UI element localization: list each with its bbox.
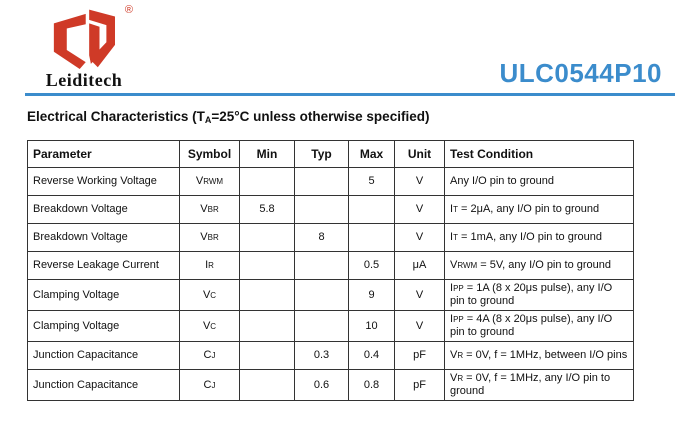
- cell-typ: 0.6: [295, 370, 349, 401]
- subscript: RWM: [457, 261, 478, 270]
- subscript: J: [211, 351, 216, 360]
- cell-min: [240, 252, 295, 280]
- cell-parameter: Junction Capacitance: [28, 370, 180, 401]
- cell-symbol: CJ: [180, 370, 240, 401]
- header-min: Min: [240, 141, 295, 168]
- subscript: C: [210, 321, 217, 331]
- table-header-row: [28, 141, 634, 168]
- table-row: [28, 252, 634, 280]
- cell-condition: VRWM = 5V, any I/O pin to ground: [445, 252, 634, 280]
- cell-parameter: Reverse Working Voltage: [28, 168, 180, 196]
- cell-unit: V: [395, 196, 445, 224]
- subscript: A: [204, 115, 212, 125]
- subscript: R: [457, 351, 464, 360]
- cell-max: 5: [349, 168, 395, 196]
- cell-min: [240, 370, 295, 401]
- subscript: C: [210, 290, 217, 300]
- cell-unit: V: [395, 280, 445, 311]
- subscript: RWM: [203, 177, 224, 186]
- cell-min: [240, 342, 295, 370]
- cell-typ: [295, 252, 349, 280]
- subscript: R: [457, 374, 464, 383]
- header-symbol: Symbol: [180, 141, 240, 168]
- cell-min: 5.8: [240, 196, 295, 224]
- logo-mark: [43, 4, 133, 69]
- cell-symbol: IR: [180, 252, 240, 280]
- cell-min: [240, 280, 295, 311]
- cell-unit: V: [395, 224, 445, 252]
- cell-parameter: Junction Capacitance: [28, 342, 180, 370]
- cell-unit: pF: [395, 342, 445, 370]
- cell-condition: VR = 0V, f = 1MHz, between I/O pins: [445, 342, 634, 370]
- cell-symbol: VC: [180, 311, 240, 342]
- cell-parameter: Clamping Voltage: [28, 311, 180, 342]
- section-title: Electrical Characteristics ($T_A=25^\circ C$ unless otherwise specified): [27, 109, 430, 125]
- cell-condition: VR = 0V, f = 1MHz, any I/O pin to ground: [445, 370, 634, 401]
- header-parameter: Parameter: [28, 141, 180, 168]
- subscript: PP: [453, 284, 464, 293]
- cell-symbol: VRWM: [180, 168, 240, 196]
- cell-max: 9: [349, 280, 395, 311]
- cell-typ: [295, 311, 349, 342]
- table-row: [28, 168, 634, 196]
- subscript: R: [208, 261, 214, 270]
- cell-condition: IPP = 4A (8 x 20μs pulse), any I/O pin to ground: [445, 311, 634, 342]
- cell-unit: μA: [395, 252, 445, 280]
- cell-parameter: Breakdown Voltage: [28, 224, 180, 252]
- registered-trademark-icon: ®: [124, 4, 133, 16]
- cell-condition: IT = 1mA, any I/O pin to ground: [445, 224, 634, 252]
- cell-symbol: VC: [180, 280, 240, 311]
- cell-condition: Any I/O pin to ground: [445, 168, 634, 196]
- cell-typ: 0.3: [295, 342, 349, 370]
- shield-logo-icon: [43, 7, 125, 69]
- cell-max: 0.5: [349, 252, 395, 280]
- cell-unit: pF: [395, 370, 445, 401]
- cell-min: [240, 224, 295, 252]
- cell-max: 0.4: [349, 342, 395, 370]
- header-test-condition: Test Condition: [445, 141, 634, 168]
- subscript: T: [453, 205, 458, 214]
- header-typ: Typ: [295, 141, 349, 168]
- subscript: PP: [453, 315, 464, 324]
- cell-max: [349, 196, 395, 224]
- cell-min: [240, 168, 295, 196]
- cell-max: [349, 224, 395, 252]
- table-row: [28, 370, 634, 401]
- table-row: [28, 196, 634, 224]
- cell-typ: [295, 168, 349, 196]
- subscript: BR: [207, 205, 219, 214]
- header-divider: [25, 93, 675, 96]
- subscript: T: [453, 233, 458, 242]
- cell-condition: IT = 2μA, any I/O pin to ground: [445, 196, 634, 224]
- cell-typ: 8: [295, 224, 349, 252]
- cell-parameter: Breakdown Voltage: [28, 196, 180, 224]
- table-row: [28, 311, 634, 342]
- header-max: Max: [349, 141, 395, 168]
- cell-max: 0.8: [349, 370, 395, 401]
- cell-unit: V: [395, 311, 445, 342]
- electrical-characteristics-table: [27, 140, 634, 401]
- cell-parameter: Clamping Voltage: [28, 280, 180, 311]
- table-row: [28, 280, 634, 311]
- subscript: J: [211, 380, 216, 390]
- brand-name: Leiditech: [45, 70, 123, 90]
- cell-symbol: VBR: [180, 196, 240, 224]
- cell-parameter: Reverse Leakage Current: [28, 252, 180, 280]
- leiditech-logo: [32, 4, 136, 91]
- cell-symbol: CJ: [180, 342, 240, 370]
- table-row: [28, 224, 634, 252]
- cell-symbol: VBR: [180, 224, 240, 252]
- subscript: BR: [207, 233, 219, 242]
- cell-typ: [295, 196, 349, 224]
- cell-condition: IPP = 1A (8 x 20μs pulse), any I/O pin to ground: [445, 280, 634, 311]
- cell-max: 10: [349, 311, 395, 342]
- cell-min: [240, 311, 295, 342]
- table-row: [28, 342, 634, 370]
- cell-unit: V: [395, 168, 445, 196]
- cell-typ: [295, 280, 349, 311]
- part-number: ULC0544P10: [499, 58, 662, 88]
- header-unit: Unit: [395, 141, 445, 168]
